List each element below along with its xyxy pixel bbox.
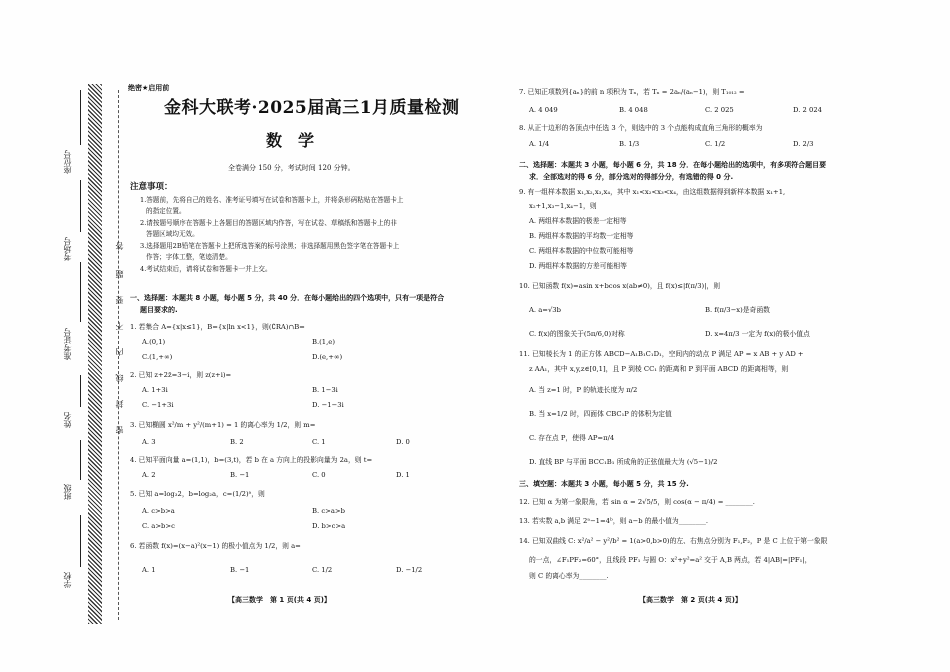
question-4: 4. 已知平面向量 a=(1,1)，b=(3,t)，若 b 在 a 方向上的投影向量为 2a，则 t= <box>130 456 373 464</box>
seat-number-line <box>80 90 81 145</box>
question-11: 11. 已知棱长为 1 的正方体 ABCD−A₁B₁C₁D₁，空间内的动点 P 满足 AP = x AB + y AD + <box>519 350 804 358</box>
q3-option-c: C. 1 <box>312 438 326 446</box>
q7-option-c: C. 2 025 <box>705 106 734 114</box>
question-14-cont-2: 则 C 的离心率为________. <box>529 572 609 580</box>
q1-option-a: A.(0,1) <box>142 338 166 346</box>
q10-option-a: A. a=√3b <box>529 306 561 314</box>
name-line <box>80 375 81 407</box>
page-1 <box>128 84 488 629</box>
question-14: 14. 已知双曲线 C: x²/a² − y²/b² = 1(a>0,b>0)的左、右焦点分别为 F₁,F₂，P 是 C 上位于第一象限 <box>519 537 828 545</box>
seal-char: 要 <box>115 296 124 304</box>
class-line <box>80 440 81 480</box>
q10-option-b: B. f(π/3−x)是奇函数 <box>705 306 770 314</box>
note-line: 1.答题前，先将自己的姓名、准考证号填写在试卷和答题卡上，并将条形码粘贴在答题卡上 <box>140 196 404 204</box>
q8-option-a: A. 1/4 <box>529 140 550 148</box>
exam-meta: 全卷满分 150 分，考试时间 120 分钟。 <box>228 164 355 172</box>
q2-option-c: C. −1+3i <box>142 401 174 409</box>
q6-option-c: C. 1/2 <box>312 566 333 574</box>
question-12: 12. 已知 α 为第一象限角，若 sin α = 2√5/5，则 cos(α − π/4) = ________. <box>519 498 755 506</box>
q2-option-a: A. 1+3i <box>142 386 168 394</box>
binding-hatch <box>88 84 102 624</box>
q8-option-c: C. 1/2 <box>705 140 726 148</box>
q11-option-a: A. 当 z=1 时，P 的轨迹长度为 π/2 <box>529 386 638 394</box>
page-2-footer: 【高三数学 第 2 页(共 4 页)】 <box>639 596 742 604</box>
secret-mark: 绝密★启用前 <box>128 84 170 92</box>
question-14-cont: 的一点，∠F₁PF₂=60°，且线段 PF₁ 与圆 O：x²+y²=a² 交于 A,B 两点，若 4|AB|=|PF₁|， <box>529 556 812 564</box>
admission-number-label: 准考证号 <box>63 328 72 360</box>
q8-option-b: B. 1/3 <box>619 140 640 148</box>
section-1-heading: 一、选择题：本题共 8 小题，每小题 5 分，共 40 分．在每小题给出的四个选项中，只有一项是符合 <box>130 294 445 302</box>
page-1-footer: 【高三数学 第 1 页(共 4 页)】 <box>228 596 331 604</box>
q9-option-d: D. 两组样本数据的方差可能相等 <box>529 262 627 270</box>
q7-option-d: D. 2 024 <box>793 106 822 114</box>
q3-option-a: A. 3 <box>142 438 156 446</box>
q3-option-d: D. 0 <box>396 438 410 446</box>
q10-option-c: C. f(x)的图象关于(5π/6,0)对称 <box>529 330 625 338</box>
question-13: 13. 若实数 a,b 满足 2ᵃ−1=4ᵇ，则 a−b 的最小值为________. <box>519 517 709 525</box>
q2-option-d: D. −1−3i <box>312 401 344 409</box>
q6-option-a: A. 1 <box>142 566 156 574</box>
q9-option-a: A. 两组样本数据的极差一定相等 <box>529 217 627 225</box>
seal-char: 内 <box>115 348 124 356</box>
exam-title: 金科大联考·2025届高三1月质量检测 <box>164 98 460 118</box>
notes-heading: 注意事项： <box>130 182 173 192</box>
q9-option-c: C. 两组样本数据的中位数可能相等 <box>529 247 634 255</box>
exam-room-line <box>80 180 81 232</box>
question-9: 9. 有一组样本数据 x₁,x₂,x₃,x₄，其中 x₁<x₂<x₃<x₄，由这组数据得到新样本数据 x₁+1, <box>519 188 786 196</box>
question-2: 2. 已知 z+2z̄=3−i，则 z(z+i)= <box>130 371 232 379</box>
seal-char: 题 <box>115 270 124 278</box>
q11-option-b: B. 当 x=1/2 时，四面体 CBC₁P 的体积为定值 <box>529 410 672 418</box>
seal-char: 不 <box>115 322 124 330</box>
q5-option-b: B. c>a>b <box>312 507 345 515</box>
q11-option-d: D. 直线 BP 与平面 BCC₁B₁ 所成角的正弦值最大为 (√5−1)/2 <box>529 458 718 466</box>
seal-char: 密 <box>115 426 124 434</box>
note-line: 作答；字体工整，笔迹清楚。 <box>146 253 232 261</box>
q1-option-d: D.(e,+∞) <box>312 353 343 361</box>
q3-option-b: B. 2 <box>230 438 244 446</box>
section-1-heading-cont: 题目要求的. <box>140 306 178 314</box>
note-line: 2.请按题号顺序在答题卡上各题目的答题区域内作答，写在试卷、草稿纸和答题卡上的非 <box>140 219 397 227</box>
q1-option-c: C.(1,+∞) <box>142 353 173 361</box>
admission-number-line <box>80 262 81 322</box>
q1-option-b: B.(1,e) <box>312 338 335 346</box>
section-3-heading: 三、填空题：本题共 3 小题，每小题 5 分，共 15 分. <box>519 480 689 488</box>
q5-option-a: A. c>b>a <box>142 507 175 515</box>
question-5: 5. 已知 a=log₃2，b=log₂a，c=(1/2)ᵃ，则 <box>130 490 265 498</box>
section-2-heading: 二、选择题：本题共 3 小题，每小题 6 分，共 18 分．在每小题给出的选项中，有多项符合题目要 <box>519 161 827 169</box>
q7-option-b: B. 4 048 <box>619 106 648 114</box>
q10-option-d: D. x=4π/3 一定为 f(x)的极小值点 <box>705 330 810 338</box>
school-label: 学校 <box>63 572 72 588</box>
seal-char: 线 <box>115 374 124 382</box>
note-line: 3.选择题用2B铅笔在答题卡上把所选答案的标号涂黑；非选择题用黑色签字笔在答题卡上 <box>140 242 400 250</box>
question-1: 1. 若集合 A={x|x≤1}，B={x|ln x<1}，则(∁RA)∩B= <box>130 323 305 331</box>
question-8: 8. 从正十边形的各顶点中任选 3 个，则选中的 3 个点能构成直角三角形的概率为 <box>519 124 763 132</box>
seal-char: 答 <box>115 242 124 250</box>
section-2-heading-cont: 求．全部选对的得 6 分，部分选对的得部分分，有选错的得 0 分. <box>529 173 734 181</box>
q5-option-d: D. b>c>a <box>312 522 346 530</box>
question-11-cont: z AA₁，其中 x,y,z∈[0,1]，且 P 到棱 CC₁ 的距离和 P 到平面 ABCD 的距离相等，则 <box>529 365 789 373</box>
q4-option-b: B. −1 <box>230 471 250 479</box>
note-line: 答题区域均无效。 <box>146 230 199 238</box>
seal-char: 封 <box>115 400 124 408</box>
name-label: 姓名 <box>63 412 72 428</box>
seat-number-label: 座位号 <box>63 150 72 174</box>
note-line: 4.考试结束后，请将试卷和答题卡一并上交。 <box>140 265 272 273</box>
q8-option-d: D. 2/3 <box>793 140 814 148</box>
q4-option-d: D. 1 <box>396 471 410 479</box>
school-line <box>80 515 81 567</box>
question-9-cont: x₂+1,x₃−1,x₄−1，则 <box>529 202 597 210</box>
q5-option-c: C. a>b>c <box>142 522 175 530</box>
q9-option-b: B. 两组样本数据的平均数一定相等 <box>529 232 634 240</box>
class-label: 班级 <box>63 484 72 500</box>
exam-room-label: 考场号 <box>63 237 72 261</box>
question-7: 7. 已知正项数列{aₙ}的前 n 项积为 Tₙ，若 Tₙ = 2aₙ/(aₙ−1)，则 T₁₀₁₂ = <box>519 88 745 96</box>
question-6: 6. 若函数 f(x)=(x−a)²(x−1) 的极小值点为 1/2，则 a= <box>130 542 301 550</box>
q4-option-c: C. 0 <box>312 471 326 479</box>
q7-option-a: A. 4 049 <box>529 106 558 114</box>
q11-option-c: C. 存在点 P，使得 AP=π/4 <box>529 434 615 442</box>
note-line: 的指定位置。 <box>146 207 186 215</box>
q2-option-b: B. 1−3i <box>312 386 338 394</box>
question-10: 10. 已知函数 f(x)=asin x+bcos x(ab≠0)，且 f(x)≤|f(π/3)|，则 <box>519 282 721 290</box>
q4-option-a: A. 2 <box>142 471 156 479</box>
question-3: 3. 已知椭圆 x²/m + y²/(m+1) = 1 的离心率为 1/2，则 m= <box>130 421 316 429</box>
page-2 <box>517 84 882 629</box>
subject-title: 数学 <box>266 131 331 150</box>
q6-option-b: B. −1 <box>230 566 250 574</box>
q6-option-d: D. −1/2 <box>396 566 423 574</box>
